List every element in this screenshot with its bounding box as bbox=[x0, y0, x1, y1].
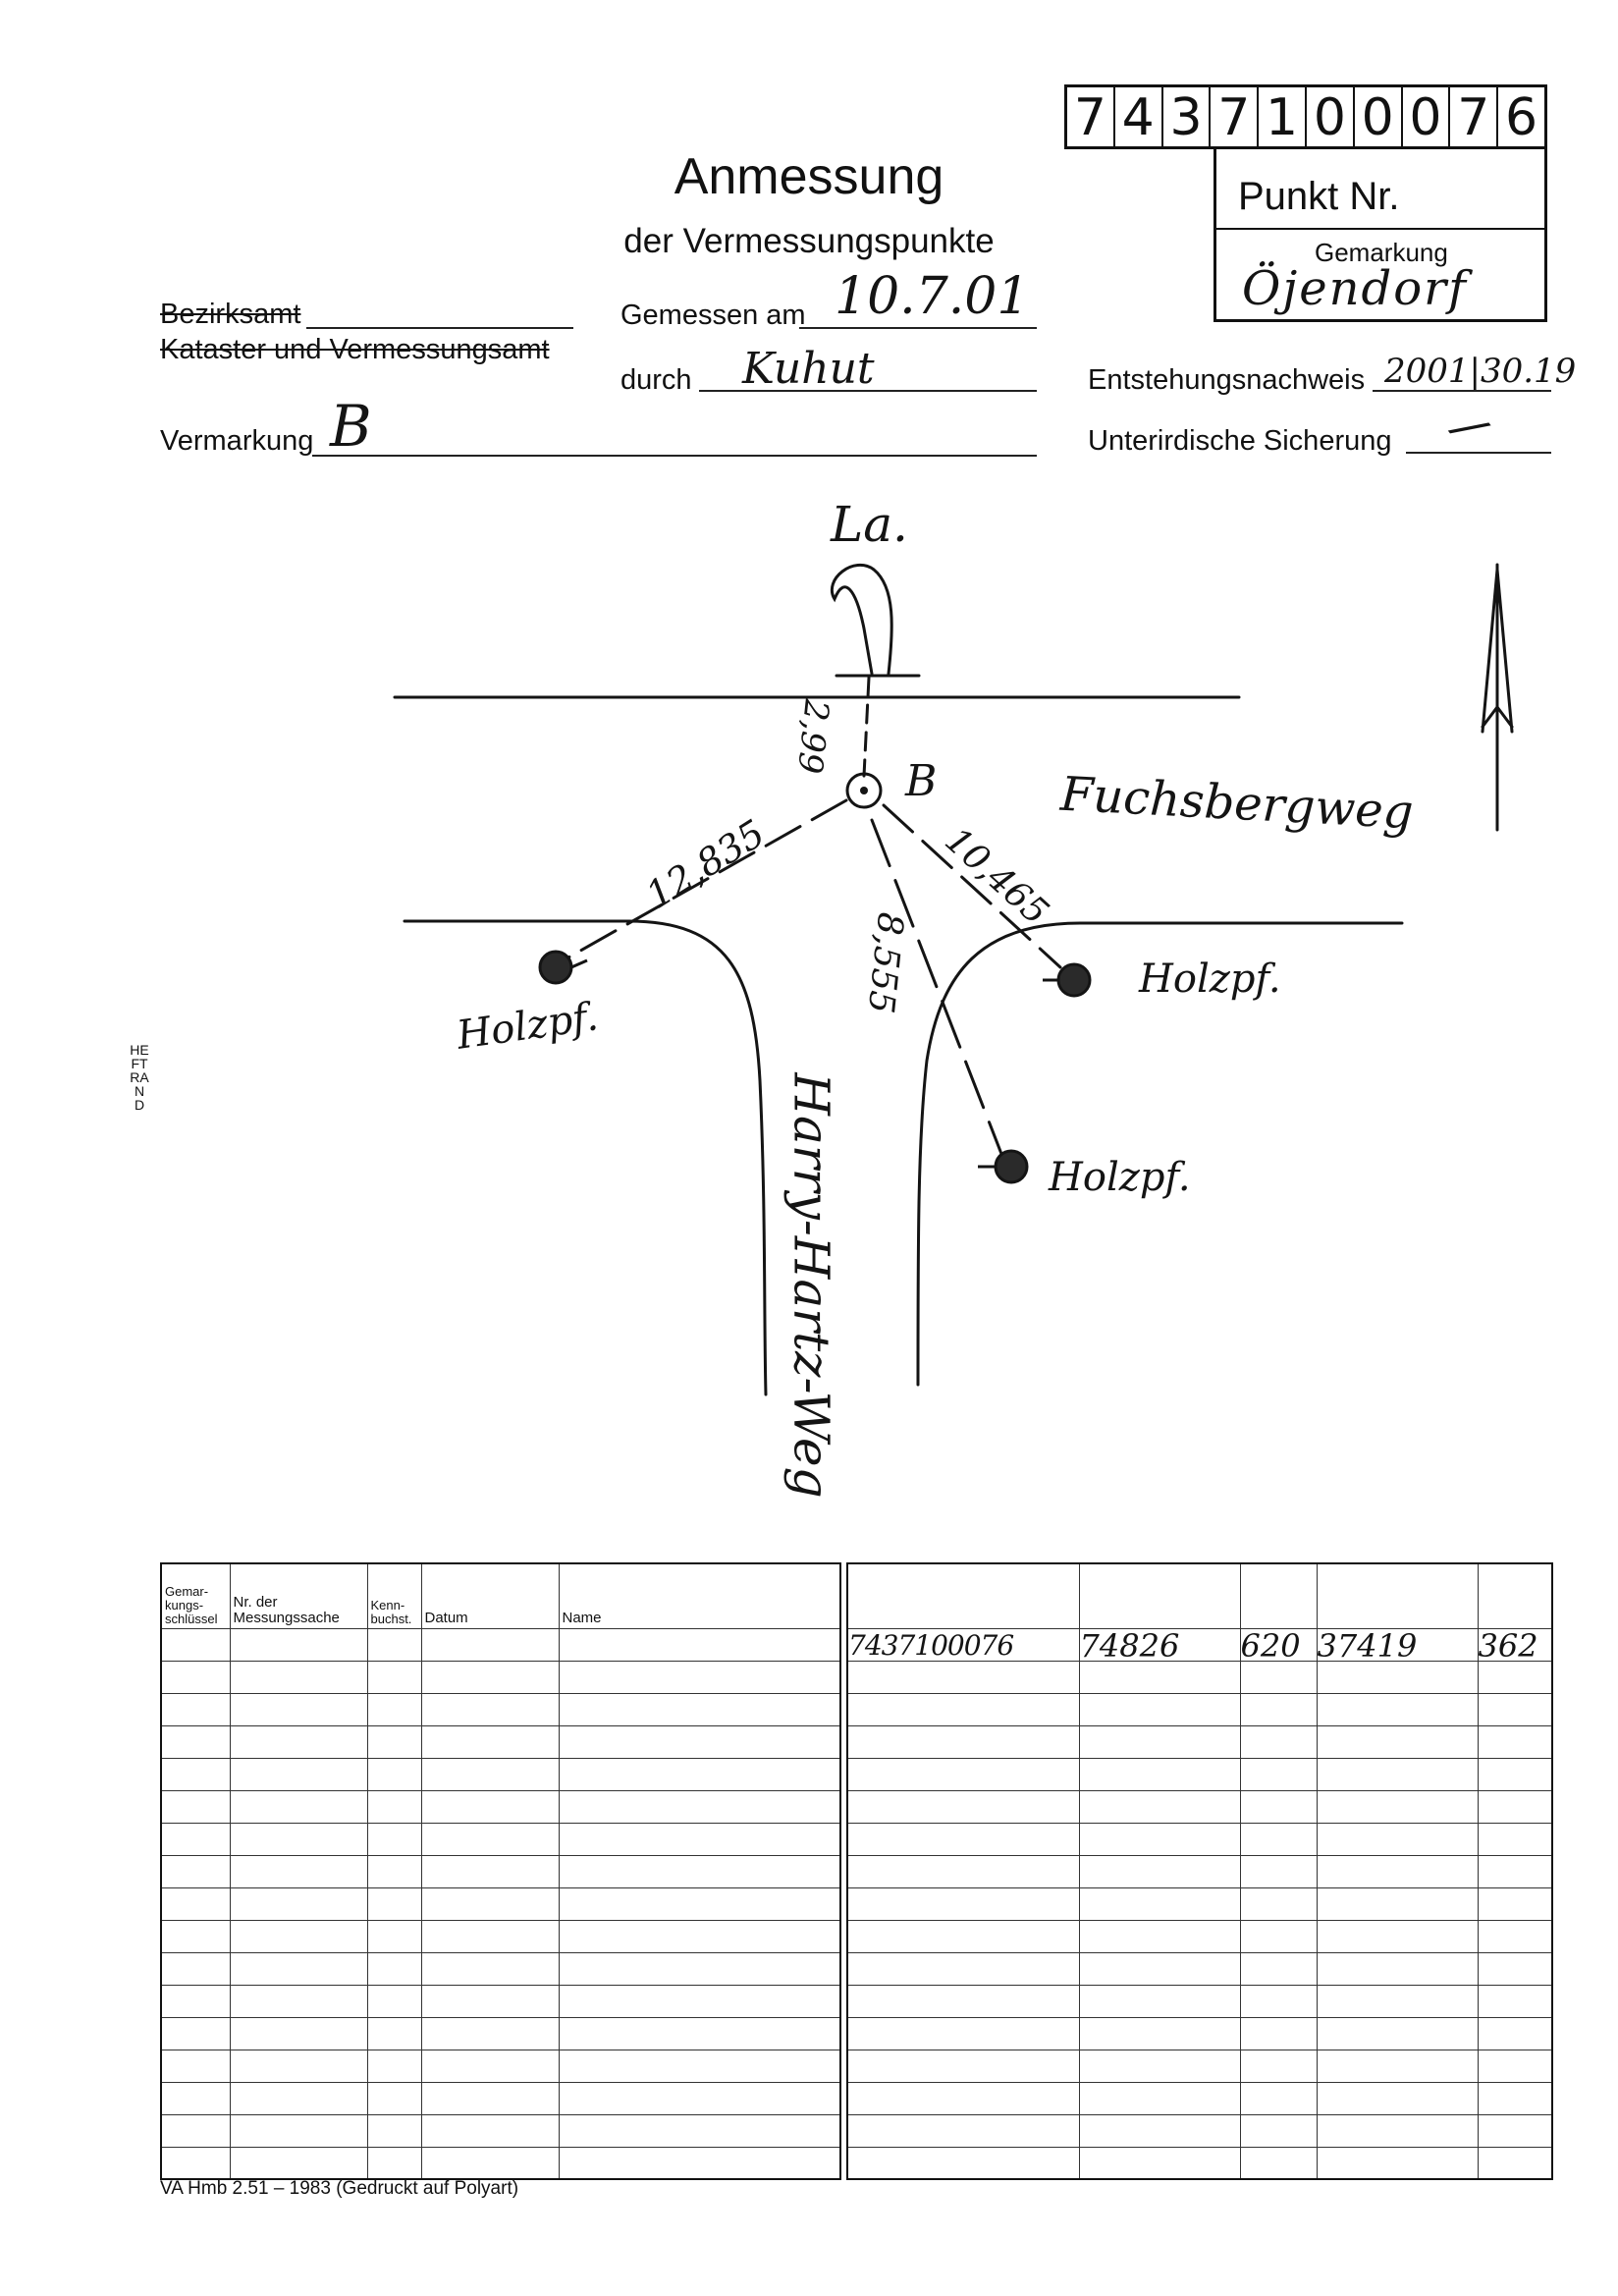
header-empty bbox=[1317, 1563, 1478, 1628]
table-cell[interactable] bbox=[1317, 2147, 1478, 2179]
table-row bbox=[161, 2050, 840, 2082]
document-subtitle: der Vermessungspunkte bbox=[623, 222, 995, 260]
table-row bbox=[847, 2017, 1552, 2050]
table-row bbox=[847, 2082, 1552, 2114]
table-cell[interactable] bbox=[1079, 2050, 1240, 2082]
table-cell[interactable] bbox=[559, 1790, 840, 1823]
table-cell[interactable] bbox=[559, 1628, 840, 1661]
table-cell[interactable] bbox=[1079, 1693, 1240, 1725]
table-cell[interactable] bbox=[1478, 2082, 1552, 2114]
distance-right: 10,465 bbox=[937, 820, 1056, 933]
durch-value: Kuhut bbox=[742, 344, 875, 394]
point-label: B bbox=[905, 756, 938, 806]
table-cell[interactable] bbox=[161, 2147, 230, 2179]
table-cell[interactable] bbox=[1240, 2147, 1317, 2179]
table-cell[interactable] bbox=[1079, 1952, 1240, 1985]
table-cell[interactable] bbox=[230, 1628, 367, 1661]
table-cell[interactable] bbox=[161, 1725, 230, 1758]
table-cell[interactable] bbox=[1240, 1855, 1317, 1887]
digit-cell: 7 bbox=[1450, 87, 1498, 146]
table-cell[interactable] bbox=[847, 2114, 1079, 2147]
header-kennbuchst: Kenn-buchst. bbox=[367, 1563, 421, 1628]
measure-line-top bbox=[864, 678, 869, 776]
digit-cell: 7 bbox=[1067, 87, 1115, 146]
table-cell[interactable] bbox=[421, 2147, 559, 2179]
table-cell[interactable] bbox=[1240, 2082, 1317, 2114]
table-row bbox=[161, 1661, 840, 1693]
table-cell[interactable] bbox=[1079, 1985, 1240, 2017]
header-empty bbox=[1240, 1563, 1317, 1628]
table-row bbox=[161, 2082, 840, 2114]
table-cell[interactable] bbox=[230, 1693, 367, 1725]
table-row bbox=[847, 1661, 1552, 1693]
table-cell[interactable] bbox=[230, 1855, 367, 1887]
table-cell[interactable] bbox=[1317, 2114, 1478, 2147]
table-cell[interactable] bbox=[1079, 1725, 1240, 1758]
table-cell[interactable] bbox=[161, 1823, 230, 1855]
table-cell[interactable] bbox=[559, 1985, 840, 2017]
table-cell[interactable] bbox=[559, 1823, 840, 1855]
table-row bbox=[847, 1725, 1552, 1758]
wooden-post-icon bbox=[540, 952, 571, 983]
table-cell[interactable] bbox=[1079, 1823, 1240, 1855]
table-cell[interactable] bbox=[847, 1985, 1079, 2017]
table-cell[interactable] bbox=[1478, 1790, 1552, 1823]
form-footer: VA Hmb 2.51 – 1983 (Gedruckt auf Polyart) bbox=[160, 2178, 519, 2199]
table-row bbox=[847, 1887, 1552, 1920]
table-cell[interactable] bbox=[230, 1758, 367, 1790]
table-cell[interactable] bbox=[421, 1823, 559, 1855]
table-cell[interactable] bbox=[421, 1887, 559, 1920]
sicherung-value: / bbox=[1444, 405, 1496, 450]
table-cell[interactable] bbox=[367, 1855, 421, 1887]
table-cell[interactable] bbox=[230, 1985, 367, 2017]
table-cell[interactable] bbox=[161, 2017, 230, 2050]
table-cell[interactable] bbox=[1240, 2114, 1317, 2147]
table-cell[interactable] bbox=[230, 2147, 367, 2179]
table-cell[interactable] bbox=[1317, 2082, 1478, 2114]
table-cell[interactable] bbox=[230, 2114, 367, 2147]
header-name: Name bbox=[559, 1563, 840, 1628]
table-row bbox=[161, 2114, 840, 2147]
header-empty bbox=[1478, 1563, 1552, 1628]
table-row bbox=[161, 1790, 840, 1823]
table-cell[interactable] bbox=[847, 1661, 1079, 1693]
table-cell[interactable] bbox=[847, 1758, 1079, 1790]
table-row bbox=[847, 2050, 1552, 2082]
table-cell[interactable] bbox=[1478, 1693, 1552, 1725]
table-row bbox=[847, 1952, 1552, 1985]
table-row bbox=[161, 1985, 840, 2017]
table-cell[interactable] bbox=[1478, 1855, 1552, 1887]
table-cell[interactable] bbox=[1240, 1725, 1317, 1758]
table-cell[interactable] bbox=[230, 1823, 367, 1855]
table-cell[interactable] bbox=[559, 1855, 840, 1887]
vermarkung-value: B bbox=[330, 393, 372, 460]
table-cell[interactable] bbox=[1079, 2017, 1240, 2050]
table-cell[interactable] bbox=[421, 1985, 559, 2017]
road-edge-left bbox=[404, 921, 766, 1394]
table-cell[interactable] bbox=[1317, 1758, 1478, 1790]
table-row bbox=[847, 2147, 1552, 2179]
wooden-post-icon bbox=[1058, 964, 1090, 996]
table-cell[interactable] bbox=[230, 1661, 367, 1693]
table-cell[interactable] bbox=[1478, 1887, 1552, 1920]
table-cell[interactable] bbox=[559, 1725, 840, 1758]
lamp-label: La. bbox=[831, 496, 908, 553]
table-cell[interactable] bbox=[1478, 1725, 1552, 1758]
table-cell[interactable] bbox=[161, 1758, 230, 1790]
distance-left: 12,835 bbox=[638, 811, 773, 917]
table-row bbox=[847, 2114, 1552, 2147]
table-cell[interactable] bbox=[161, 1790, 230, 1823]
table-cell[interactable] bbox=[367, 1823, 421, 1855]
header-messungssache: Nr. der Messungssache bbox=[230, 1563, 367, 1628]
distance-down: 8,555 bbox=[859, 910, 911, 1015]
cell-coordinate-1[interactable]: 74826 bbox=[1079, 1628, 1240, 1661]
header-empty bbox=[1079, 1563, 1240, 1628]
table-cell[interactable] bbox=[1240, 1758, 1317, 1790]
table-row bbox=[161, 1920, 840, 1952]
table-cell[interactable] bbox=[1240, 1920, 1317, 1952]
table-cell[interactable] bbox=[421, 1952, 559, 1985]
table-row bbox=[847, 1790, 1552, 1823]
table-cell[interactable] bbox=[1240, 1823, 1317, 1855]
table-cell[interactable] bbox=[230, 1887, 367, 1920]
table-row bbox=[161, 2017, 840, 2050]
gemarkung-label: Gemarkung bbox=[1315, 238, 1448, 267]
authority-struck-bezirksamt: Bezirksamt bbox=[160, 299, 301, 330]
table-row bbox=[161, 1823, 840, 1855]
table-cell[interactable] bbox=[367, 1758, 421, 1790]
table-cell[interactable] bbox=[1478, 2147, 1552, 2179]
table-row bbox=[847, 1693, 1552, 1725]
vermarkung-label: Vermarkung bbox=[160, 425, 314, 457]
table-cell[interactable] bbox=[230, 1920, 367, 1952]
table-cell[interactable] bbox=[847, 1823, 1079, 1855]
table-cell[interactable] bbox=[161, 1855, 230, 1887]
table-cell[interactable] bbox=[1240, 2017, 1317, 2050]
gemessen-value: 10.7.01 bbox=[835, 267, 1030, 326]
table-cell[interactable] bbox=[367, 2114, 421, 2147]
table-cell[interactable] bbox=[1079, 1661, 1240, 1693]
digit-cell: 3 bbox=[1163, 87, 1212, 146]
table-cell[interactable] bbox=[1240, 1661, 1317, 1693]
table-cell[interactable] bbox=[559, 1693, 840, 1725]
table-cell[interactable] bbox=[230, 2082, 367, 2114]
table-cell[interactable] bbox=[367, 2017, 421, 2050]
table-cell[interactable] bbox=[421, 1661, 559, 1693]
cell-coordinate-2[interactable]: 37419 bbox=[1317, 1628, 1478, 1661]
table-cell[interactable] bbox=[1317, 1790, 1478, 1823]
table-cell[interactable] bbox=[230, 2017, 367, 2050]
table-cell[interactable] bbox=[1317, 2050, 1478, 2082]
table-cell[interactable] bbox=[559, 2147, 840, 2179]
digit-cell: 1 bbox=[1259, 87, 1307, 146]
wooden-post-icon bbox=[996, 1151, 1027, 1182]
table-cell[interactable] bbox=[1240, 1887, 1317, 1920]
table-cell[interactable] bbox=[161, 2050, 230, 2082]
table-cell[interactable] bbox=[1317, 1887, 1478, 1920]
table-cell[interactable] bbox=[1317, 1855, 1478, 1887]
lamp-icon bbox=[832, 565, 891, 674]
table-cell[interactable] bbox=[161, 1920, 230, 1952]
table-cell[interactable] bbox=[1079, 2147, 1240, 2179]
header-datum: Datum bbox=[421, 1563, 559, 1628]
table-cell[interactable] bbox=[847, 2017, 1079, 2050]
cell-point-number[interactable]: 7437100076 bbox=[847, 1628, 1079, 1661]
table-row bbox=[847, 1985, 1552, 2017]
table-cell[interactable] bbox=[559, 2114, 840, 2147]
table-cell[interactable] bbox=[847, 1887, 1079, 1920]
header-empty bbox=[847, 1563, 1079, 1628]
table-cell[interactable] bbox=[421, 1790, 559, 1823]
table-cell[interactable] bbox=[847, 1952, 1079, 1985]
table-cell[interactable] bbox=[847, 1855, 1079, 1887]
table-cell[interactable] bbox=[1079, 1887, 1240, 1920]
table-row bbox=[847, 1920, 1552, 1952]
table-cell[interactable] bbox=[1317, 1823, 1478, 1855]
table-row bbox=[161, 2147, 840, 2179]
table-cell[interactable] bbox=[1478, 1758, 1552, 1790]
table-cell[interactable] bbox=[161, 1985, 230, 2017]
table-row bbox=[847, 1758, 1552, 1790]
table-cell[interactable] bbox=[1240, 1985, 1317, 2017]
table-cell[interactable] bbox=[559, 1920, 840, 1952]
table-row bbox=[161, 1758, 840, 1790]
table-cell[interactable] bbox=[421, 2050, 559, 2082]
table-row bbox=[161, 1725, 840, 1758]
table-cell[interactable] bbox=[1317, 1693, 1478, 1725]
table-cell[interactable] bbox=[559, 1661, 840, 1693]
table-cell[interactable] bbox=[230, 1790, 367, 1823]
table-cell[interactable] bbox=[367, 2147, 421, 2179]
table-cell[interactable] bbox=[1317, 2017, 1478, 2050]
table-cell[interactable] bbox=[367, 1725, 421, 1758]
table-cell[interactable] bbox=[1478, 1952, 1552, 1985]
table-cell[interactable] bbox=[1317, 1725, 1478, 1758]
distance-top: 2,99 bbox=[789, 697, 836, 776]
table-cell[interactable] bbox=[161, 1628, 230, 1661]
digit-cell: 0 bbox=[1403, 87, 1451, 146]
table-cell[interactable] bbox=[1478, 2114, 1552, 2147]
document-title: Anmessung bbox=[674, 148, 944, 205]
measurement-table-left bbox=[160, 1562, 841, 2180]
table-cell[interactable] bbox=[1478, 2017, 1552, 2050]
table-cell[interactable] bbox=[559, 2050, 840, 2082]
table-header-row bbox=[161, 1563, 840, 1628]
table-cell[interactable] bbox=[1478, 2050, 1552, 2082]
digit-cell: 4 bbox=[1115, 87, 1163, 146]
digit-cell: 0 bbox=[1307, 87, 1355, 146]
table-cell[interactable] bbox=[847, 2082, 1079, 2114]
table-cell[interactable] bbox=[367, 1887, 421, 1920]
table-cell[interactable] bbox=[421, 1628, 559, 1661]
table-cell[interactable] bbox=[161, 1661, 230, 1693]
table-cell[interactable] bbox=[367, 1661, 421, 1693]
table-cell[interactable] bbox=[367, 1985, 421, 2017]
header-gemarkungsschluessel: Gemar-kungs-schlüssel bbox=[161, 1563, 230, 1628]
table-cell[interactable] bbox=[161, 2082, 230, 2114]
table-cell[interactable] bbox=[847, 1790, 1079, 1823]
table-cell[interactable] bbox=[367, 2082, 421, 2114]
table-cell[interactable] bbox=[230, 1952, 367, 1985]
table-cell[interactable] bbox=[559, 2082, 840, 2114]
table-cell[interactable] bbox=[421, 2017, 559, 2050]
table-cell[interactable] bbox=[559, 1887, 840, 1920]
table-cell[interactable] bbox=[367, 1952, 421, 1985]
table-cell[interactable] bbox=[847, 2050, 1079, 2082]
table-cell[interactable] bbox=[847, 1920, 1079, 1952]
table-cell[interactable] bbox=[161, 1952, 230, 1985]
table-row bbox=[161, 1693, 840, 1725]
table-cell[interactable] bbox=[847, 2147, 1079, 2179]
digit-cell: 6 bbox=[1505, 88, 1538, 147]
table-cell[interactable] bbox=[421, 1758, 559, 1790]
authority-struck-kataster: Kataster und Vermessungsamt bbox=[160, 334, 550, 365]
table-cell[interactable] bbox=[367, 1790, 421, 1823]
post-label-right: Holzpf. bbox=[1139, 957, 1281, 1002]
table-cell[interactable] bbox=[230, 2050, 367, 2082]
table-cell[interactable] bbox=[421, 2114, 559, 2147]
table-cell[interactable] bbox=[559, 1952, 840, 1985]
digit-cell: 0 bbox=[1355, 87, 1403, 146]
sicherung-label: Unterirdische Sicherung bbox=[1088, 425, 1392, 457]
punkt-nr-label: Punkt Nr. bbox=[1238, 175, 1400, 218]
table-cell[interactable] bbox=[421, 2082, 559, 2114]
digit-cell: 7 bbox=[1211, 87, 1259, 146]
table-cell[interactable] bbox=[421, 1693, 559, 1725]
table-cell[interactable] bbox=[161, 1693, 230, 1725]
table-cell[interactable] bbox=[847, 1693, 1079, 1725]
table-cell[interactable] bbox=[230, 1725, 367, 1758]
table-cell[interactable] bbox=[1317, 1952, 1478, 1985]
table-cell[interactable] bbox=[1478, 1661, 1552, 1693]
table-cell[interactable] bbox=[1079, 1758, 1240, 1790]
entstehung-label: Entstehungsnachweis bbox=[1088, 364, 1366, 396]
table-cell[interactable] bbox=[559, 2017, 840, 2050]
gemarkung-value: Öjendorf bbox=[1242, 261, 1468, 316]
post-label-bottom: Holzpf. bbox=[1049, 1155, 1191, 1200]
survey-point-center bbox=[860, 787, 868, 794]
table-cell[interactable] bbox=[421, 1855, 559, 1887]
street-label-fuchsbergweg: Fuchsbergweg bbox=[1058, 766, 1415, 841]
cell-coordinate-1-decimals[interactable]: 620 bbox=[1240, 1628, 1317, 1661]
durch-label: durch bbox=[620, 364, 692, 396]
table-cell[interactable] bbox=[421, 1725, 559, 1758]
table-cell[interactable] bbox=[161, 1887, 230, 1920]
post-label-left: Holzpf. bbox=[454, 994, 602, 1059]
cell-coordinate-2-decimals[interactable]: 362 bbox=[1478, 1628, 1552, 1661]
table-cell[interactable] bbox=[367, 2050, 421, 2082]
table-cell[interactable] bbox=[1079, 2082, 1240, 2114]
table-cell[interactable] bbox=[1317, 1985, 1478, 2017]
entstehung-value: 2001|30.19 bbox=[1384, 352, 1577, 391]
table-cell[interactable] bbox=[1240, 2050, 1317, 2082]
table-row bbox=[847, 1855, 1552, 1887]
table-cell[interactable] bbox=[1478, 1985, 1552, 2017]
table-cell[interactable] bbox=[1079, 1855, 1240, 1887]
table-cell[interactable] bbox=[161, 2114, 230, 2147]
table-row bbox=[161, 1855, 840, 1887]
table-cell[interactable] bbox=[1317, 1920, 1478, 1952]
table-cell[interactable] bbox=[367, 1628, 421, 1661]
table-row bbox=[161, 1887, 840, 1920]
table-cell[interactable] bbox=[1240, 1790, 1317, 1823]
table-row bbox=[847, 1628, 1552, 1661]
coordinates-table-right bbox=[846, 1562, 1553, 2180]
post-marker bbox=[571, 960, 587, 967]
table-cell[interactable] bbox=[421, 1920, 559, 1952]
table-cell[interactable] bbox=[1317, 1661, 1478, 1693]
table-row bbox=[161, 1952, 840, 1985]
table-cell[interactable] bbox=[1478, 1823, 1552, 1855]
table-header-row bbox=[847, 1563, 1552, 1628]
heftrand-label: HEFTRAND bbox=[130, 1042, 149, 1113]
table-cell[interactable] bbox=[559, 1758, 840, 1790]
table-cell[interactable] bbox=[1079, 1920, 1240, 1952]
table-cell[interactable] bbox=[367, 1693, 421, 1725]
table-cell[interactable] bbox=[1240, 1693, 1317, 1725]
street-label-harry-hartz-weg: Harry-Hartz-Weg bbox=[782, 1072, 840, 1499]
table-cell[interactable] bbox=[367, 1920, 421, 1952]
table-row bbox=[847, 1823, 1552, 1855]
table-cell[interactable] bbox=[1079, 1790, 1240, 1823]
table-cell[interactable] bbox=[1478, 1920, 1552, 1952]
table-cell[interactable] bbox=[1079, 2114, 1240, 2147]
table-cell[interactable] bbox=[847, 1725, 1079, 1758]
table-row bbox=[161, 1628, 840, 1661]
table-cell[interactable] bbox=[1240, 1952, 1317, 1985]
gemessen-label: Gemessen am bbox=[620, 300, 806, 331]
